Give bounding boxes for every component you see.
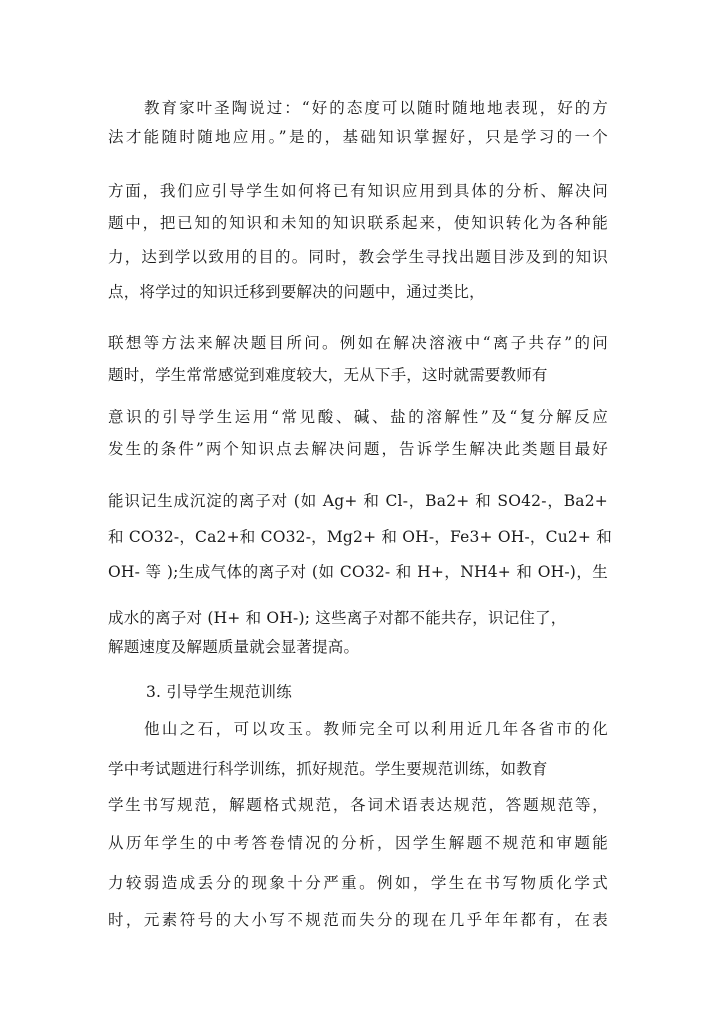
paragraph-line: 题时，学生常常感觉到难度较大，无从下手，这时就需要教师有 xyxy=(108,366,548,384)
paragraph-line: 力较弱造成丢分的现象十分严重。例如，学生在书写物质化学式 xyxy=(108,874,608,892)
paragraph-line: 从历年学生的中考答卷情况的分析，因学生解题不规范和审题能 xyxy=(108,834,608,852)
paragraph-line: 解题速度及解题质量就会显著提高。 xyxy=(108,638,360,656)
paragraph-line: 时，元素符号的大小写不规范而失分的现在几乎年年都有，在表 xyxy=(108,911,608,929)
paragraph-line: 他山之石，可以攻玉。教师完全可以利用近几年各省市的化 xyxy=(144,720,608,738)
paragraph-line: 方面，我们应引导学生如何将已有知识应用到具体的分析、解决问 xyxy=(108,182,608,200)
paragraph-line: 能识记生成沉淀的离子对 (如 Ag+ 和 Cl-，Ba2+ 和 SO42-，Ba2+ xyxy=(108,492,608,510)
paragraph-line: 和 CO32-，Ca2+和 CO32-，Mg2+ 和 OH-，Fe3+ OH-，Cu2+ 和 xyxy=(108,528,612,546)
paragraph-line: 题中，把已知的知识和未知的知识联系起来，使知识转化为各种能 xyxy=(108,214,608,232)
paragraph-line: OH- 等 );生成气体的离子对 (如 CO32- 和 H+，NH4+ 和 OH-)，生 xyxy=(108,563,608,581)
paragraph-line: 学中考试题进行科学训练，抓好规范。学生要规范训练，如教育 xyxy=(108,760,548,778)
paragraph-line: 法才能随时随地应用。”是的，基础知识掌握好，只是学习的一个 xyxy=(108,128,608,146)
paragraph-line: 教育家叶圣陶说过：“好的态度可以随时随地地表现，好的方 xyxy=(144,99,608,117)
paragraph-line: 意识的引导学生运用“常见酸、碱、盐的溶解性”及“复分解反应 xyxy=(108,408,608,426)
paragraph-line: 成水的离子对 (H+ 和 OH-); 这些离子对都不能共存，识记住了， xyxy=(108,609,567,627)
paragraph-line: 联想等方法来解决题目所问。例如在解决溶液中“离子共存”的问 xyxy=(108,334,608,352)
section-heading: 3. 引导学生规范训练 xyxy=(146,683,292,701)
paragraph-line: 点，将学过的知识迁移到要解决的问题中，通过类比， xyxy=(108,283,485,301)
paragraph-line: 发生的条件”两个知识点去解决问题，告诉学生解决此类题目最好 xyxy=(108,440,608,458)
paragraph-line: 力，达到学以致用的目的。同时，教会学生寻找出题目涉及到的知识 xyxy=(108,248,608,266)
paragraph-line: 学生书写规范，解题格式规范，各词术语表达规范，答题规范等， xyxy=(108,796,608,814)
